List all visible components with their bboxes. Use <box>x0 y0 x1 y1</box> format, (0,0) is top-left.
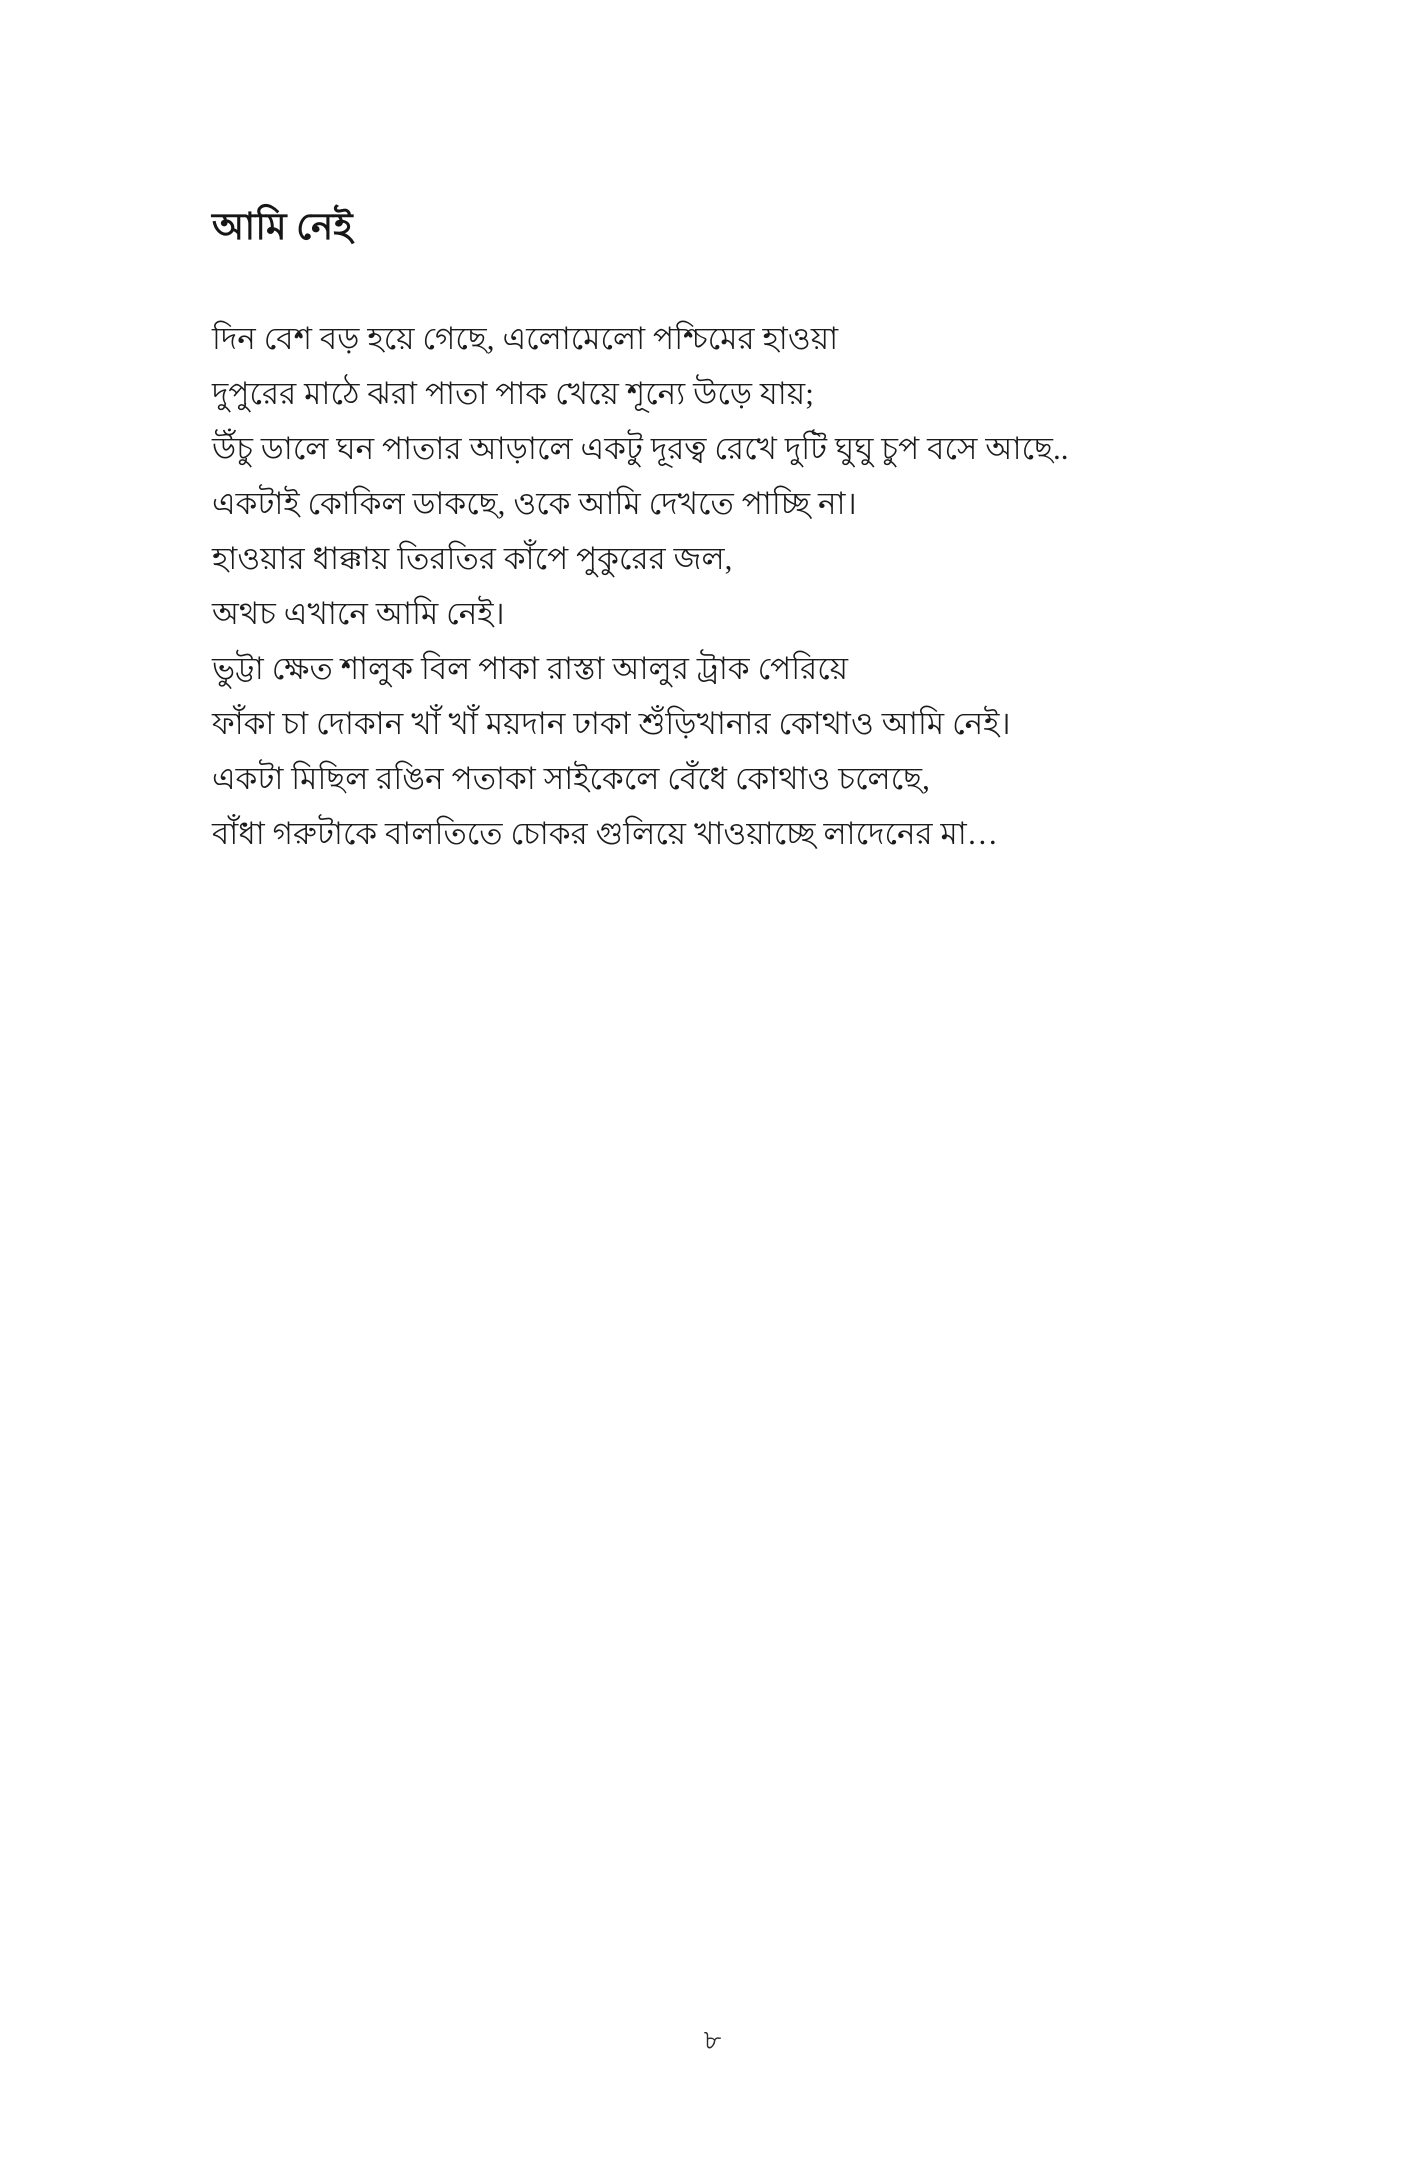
poem-line: দিন বেশ বড় হয়ে গেছে, এলোমেলো পশ্চিমের হাওয়া <box>212 321 839 357</box>
poem-line: অথচ এখানে আমি নেই। <box>212 596 505 632</box>
poem-line: একটাই কোকিল ডাকছে, ওকে আমি দেখতে পাচ্ছি না। <box>212 486 857 522</box>
poem-content-block <box>212 205 1292 861</box>
poem-line: হাওয়ার ধাক্কায় তিরতির কাঁপে পুকুরের জল, <box>212 541 733 577</box>
poem-line: দুপুরের মাঠে ঝরা পাতা পাক খেয়ে শূন্যে উড়ে যায়; <box>212 376 814 412</box>
poem-body <box>212 311 1292 861</box>
poem-line: বাঁধা গরুটাকে বালতিতে চোকর গুলিয়ে খাওয়াচ্ছে লাদেনের মা… <box>212 816 998 852</box>
page-title: আমি নেই <box>212 207 353 248</box>
poem-line: ফাঁকা চা দোকান খাঁ খাঁ ময়দান ঢাকা শুঁড়িখানার কোথাও আমি নেই। <box>212 706 1011 742</box>
poem-line: ভুট্টা ক্ষেত শালুক বিল পাকা রাস্তা আলুর ট্রাক পেরিয়ে <box>212 651 849 687</box>
poem-line: উঁচু ডালে ঘন পাতার আড়ালে একটু দূরত্ব রেখে দুটি ঘুঘু চুপ বসে আছে.. <box>212 431 1069 467</box>
poem-line: একটা মিছিল রঙিন পতাকা সাইকেলে বেঁধে কোথাও চলেছে, <box>212 761 930 797</box>
page-number: ৮ <box>703 2025 722 2055</box>
